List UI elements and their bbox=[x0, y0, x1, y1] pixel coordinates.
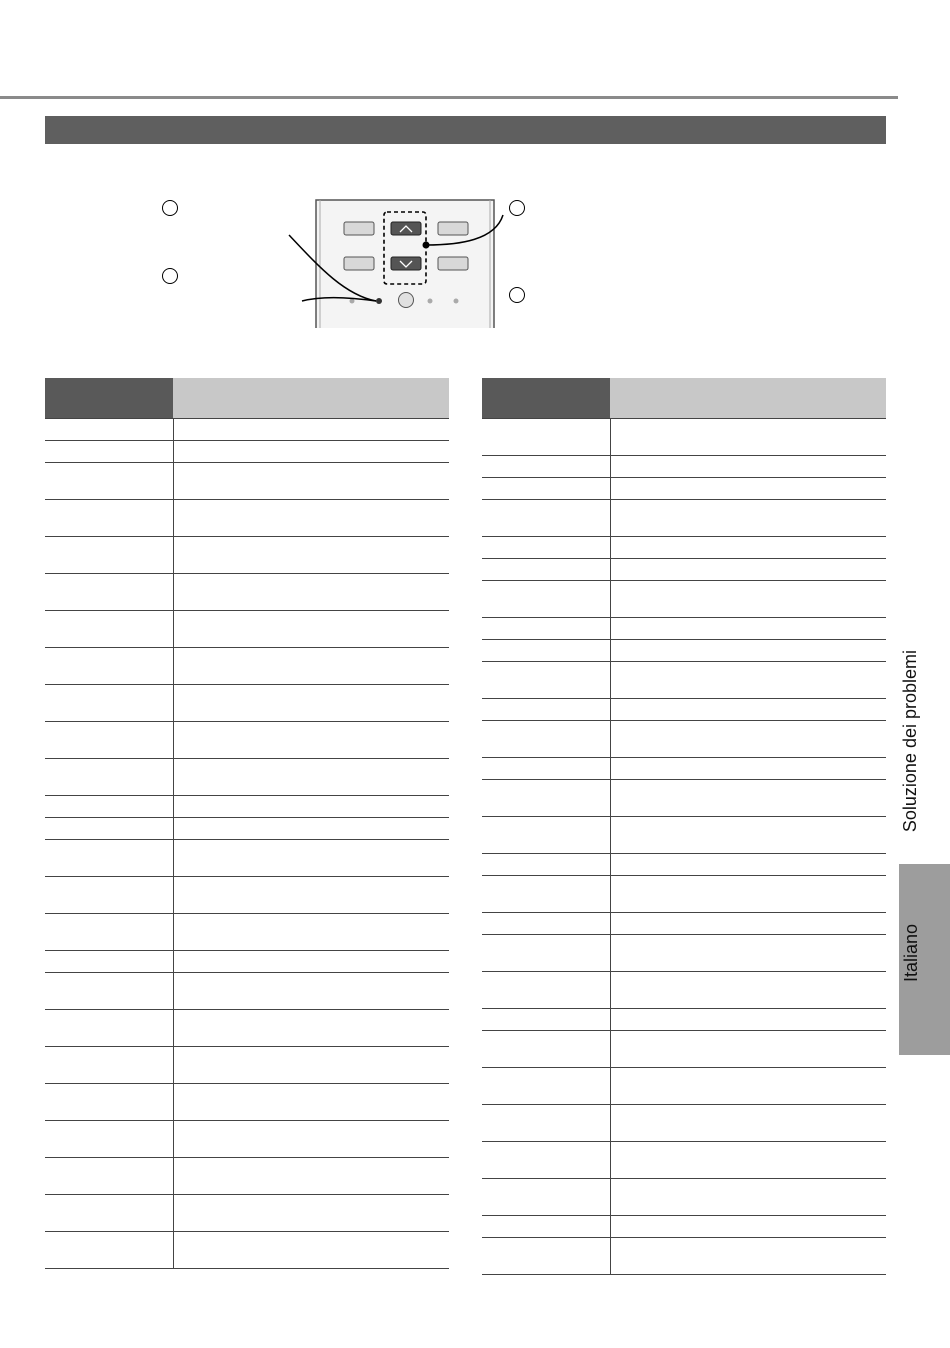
error-description-cell bbox=[610, 1179, 886, 1216]
error-description-cell bbox=[610, 972, 886, 1009]
table-row bbox=[482, 640, 886, 662]
table-row bbox=[482, 456, 886, 478]
table-row bbox=[482, 758, 886, 780]
error-description-cell bbox=[173, 1158, 449, 1195]
error-description-cell bbox=[173, 648, 449, 685]
error-code-cell bbox=[482, 537, 610, 559]
language-tab bbox=[899, 864, 950, 1055]
table-row bbox=[45, 1047, 449, 1084]
error-code-cell bbox=[482, 456, 610, 478]
error-description-cell bbox=[173, 973, 449, 1010]
error-code-cell bbox=[482, 817, 610, 854]
error-description-cell bbox=[173, 840, 449, 877]
error-description-cell bbox=[610, 876, 886, 913]
error-code-cell bbox=[45, 840, 173, 877]
error-code-cell bbox=[45, 574, 173, 611]
error-code-cell bbox=[482, 935, 610, 972]
error-description-cell bbox=[173, 419, 449, 441]
table-row bbox=[45, 722, 449, 759]
error-code-cell bbox=[482, 1009, 610, 1031]
error-description-cell bbox=[173, 877, 449, 914]
error-description-cell bbox=[173, 611, 449, 648]
error-code-cell bbox=[45, 877, 173, 914]
table-row bbox=[482, 935, 886, 972]
error-code-cell bbox=[45, 500, 173, 537]
error-code-cell bbox=[45, 973, 173, 1010]
up-arrow-button bbox=[391, 222, 421, 235]
header-description-cell bbox=[173, 378, 449, 419]
error-code-cell bbox=[45, 1158, 173, 1195]
error-description-cell bbox=[610, 935, 886, 972]
error-code-cell bbox=[45, 951, 173, 973]
table-row bbox=[45, 759, 449, 796]
table-row bbox=[482, 618, 886, 640]
table-row bbox=[45, 574, 449, 611]
error-code-cell bbox=[482, 721, 610, 758]
table-row bbox=[45, 500, 449, 537]
table-body bbox=[45, 419, 449, 1269]
table-row bbox=[45, 685, 449, 722]
section-side-label: Soluzione dei problemi bbox=[900, 650, 920, 833]
error-description-cell bbox=[610, 640, 886, 662]
error-description-cell bbox=[173, 1195, 449, 1232]
error-description-cell bbox=[173, 1047, 449, 1084]
section-header-bar bbox=[45, 116, 886, 144]
error-description-cell bbox=[173, 759, 449, 796]
error-description-cell bbox=[610, 1105, 886, 1142]
error-code-cell bbox=[482, 972, 610, 1009]
error-description-cell bbox=[173, 951, 449, 973]
error-description-cell bbox=[173, 441, 449, 463]
error-description-cell bbox=[610, 456, 886, 478]
error-description-cell bbox=[173, 537, 449, 574]
error-description-cell bbox=[610, 780, 886, 817]
table-row bbox=[45, 1084, 449, 1121]
table-row bbox=[482, 1031, 886, 1068]
language-tab-label: Italiano bbox=[901, 924, 921, 983]
error-code-cell bbox=[482, 780, 610, 817]
error-code-cell bbox=[45, 1047, 173, 1084]
table-row bbox=[45, 796, 449, 818]
error-description-cell bbox=[610, 500, 886, 537]
table-row bbox=[45, 1195, 449, 1232]
table-row bbox=[482, 1009, 886, 1031]
error-description-cell bbox=[173, 500, 449, 537]
error-description-cell bbox=[173, 818, 449, 840]
error-code-cell bbox=[482, 1238, 610, 1275]
error-description-cell bbox=[173, 1232, 449, 1269]
error-code-cell bbox=[45, 818, 173, 840]
error-code-cell bbox=[45, 1195, 173, 1232]
error-code-cell bbox=[482, 1142, 610, 1179]
table-row bbox=[45, 537, 449, 574]
table-row bbox=[482, 419, 886, 456]
error-code-cell bbox=[482, 876, 610, 913]
error-code-cell bbox=[45, 1121, 173, 1158]
error-description-cell bbox=[173, 1084, 449, 1121]
table-row bbox=[482, 1142, 886, 1179]
table-row bbox=[482, 581, 886, 618]
error-code-cell bbox=[482, 1105, 610, 1142]
error-code-cell bbox=[482, 1068, 610, 1105]
error-code-cell bbox=[482, 478, 610, 500]
table-row bbox=[45, 419, 449, 441]
error-code-cell bbox=[482, 1179, 610, 1216]
error-code-cell bbox=[45, 685, 173, 722]
error-description-cell bbox=[173, 463, 449, 500]
table-row bbox=[482, 1068, 886, 1105]
error-code-cell bbox=[45, 441, 173, 463]
error-code-table-right bbox=[482, 378, 886, 1275]
table-row bbox=[482, 972, 886, 1009]
error-code-table-left bbox=[45, 378, 449, 1269]
error-code-cell bbox=[482, 640, 610, 662]
table-row bbox=[482, 662, 886, 699]
error-code-cell bbox=[482, 854, 610, 876]
table-row bbox=[45, 1158, 449, 1195]
error-description-cell bbox=[173, 796, 449, 818]
header-code-cell bbox=[45, 378, 173, 419]
table-row bbox=[482, 559, 886, 581]
error-description-cell bbox=[610, 419, 886, 456]
error-description-cell bbox=[610, 618, 886, 640]
table-row bbox=[482, 876, 886, 913]
table-row bbox=[45, 1232, 449, 1269]
error-code-cell bbox=[45, 537, 173, 574]
table-row bbox=[45, 611, 449, 648]
header-code-cell bbox=[482, 378, 610, 419]
error-description-cell bbox=[173, 722, 449, 759]
top-rule bbox=[0, 96, 898, 99]
error-code-cell bbox=[45, 722, 173, 759]
error-code-cell bbox=[45, 1084, 173, 1121]
table-row bbox=[482, 913, 886, 935]
table-row bbox=[482, 817, 886, 854]
table-row bbox=[45, 441, 449, 463]
error-description-cell bbox=[610, 1238, 886, 1275]
table-row bbox=[482, 854, 886, 876]
remote-control-diagram bbox=[0, 190, 950, 340]
error-description-cell bbox=[610, 913, 886, 935]
table-row bbox=[45, 840, 449, 877]
table-row bbox=[482, 1179, 886, 1216]
error-code-cell bbox=[482, 618, 610, 640]
table-row bbox=[482, 721, 886, 758]
error-description-cell bbox=[173, 1010, 449, 1047]
error-description-cell bbox=[173, 574, 449, 611]
error-code-cell bbox=[45, 419, 173, 441]
table-row bbox=[45, 818, 449, 840]
error-description-cell bbox=[610, 1031, 886, 1068]
down-arrow-button bbox=[391, 257, 421, 270]
error-code-cell bbox=[482, 500, 610, 537]
remote-illustration bbox=[0, 190, 950, 340]
error-description-cell bbox=[173, 1121, 449, 1158]
table-row bbox=[482, 500, 886, 537]
error-code-cell bbox=[45, 463, 173, 500]
error-code-cell bbox=[45, 796, 173, 818]
table-row bbox=[45, 877, 449, 914]
table-row bbox=[45, 648, 449, 685]
error-code-cell bbox=[45, 759, 173, 796]
error-code-cell bbox=[45, 611, 173, 648]
error-code-cell bbox=[482, 1031, 610, 1068]
table-row bbox=[482, 1238, 886, 1275]
error-code-cell bbox=[482, 913, 610, 935]
error-code-cell bbox=[45, 648, 173, 685]
error-description-cell bbox=[610, 537, 886, 559]
error-code-cell bbox=[482, 699, 610, 721]
error-description-cell bbox=[610, 758, 886, 780]
table-row bbox=[482, 1216, 886, 1238]
error-code-cell bbox=[45, 1010, 173, 1047]
error-description-cell bbox=[610, 1142, 886, 1179]
error-code-cell bbox=[482, 581, 610, 618]
error-description-cell bbox=[610, 854, 886, 876]
error-description-cell bbox=[610, 662, 886, 699]
table-row bbox=[45, 973, 449, 1010]
error-code-cell bbox=[482, 1216, 610, 1238]
error-description-cell bbox=[610, 1009, 886, 1031]
table-row bbox=[45, 1010, 449, 1047]
table-row bbox=[482, 699, 886, 721]
error-description-cell bbox=[610, 1216, 886, 1238]
table-header-row bbox=[482, 378, 886, 419]
error-description-cell bbox=[610, 1068, 886, 1105]
table-header-row bbox=[45, 378, 449, 419]
table-row bbox=[45, 914, 449, 951]
error-code-cell bbox=[45, 1232, 173, 1269]
table-row bbox=[482, 780, 886, 817]
error-code-cell bbox=[482, 662, 610, 699]
error-description-cell bbox=[610, 721, 886, 758]
table-row bbox=[482, 478, 886, 500]
error-code-cell bbox=[45, 914, 173, 951]
error-description-cell bbox=[610, 581, 886, 618]
table-row bbox=[482, 537, 886, 559]
table-row bbox=[45, 463, 449, 500]
error-code-cell bbox=[482, 559, 610, 581]
table-row bbox=[45, 1121, 449, 1158]
error-description-cell bbox=[173, 685, 449, 722]
error-description-cell bbox=[610, 478, 886, 500]
error-description-cell bbox=[173, 914, 449, 951]
table-row bbox=[45, 951, 449, 973]
error-description-cell bbox=[610, 559, 886, 581]
header-description-cell bbox=[610, 378, 886, 419]
error-description-cell bbox=[610, 817, 886, 854]
table-row bbox=[482, 1105, 886, 1142]
error-code-cell bbox=[482, 419, 610, 456]
error-description-cell bbox=[610, 699, 886, 721]
table-body bbox=[482, 419, 886, 1275]
error-code-cell bbox=[482, 758, 610, 780]
